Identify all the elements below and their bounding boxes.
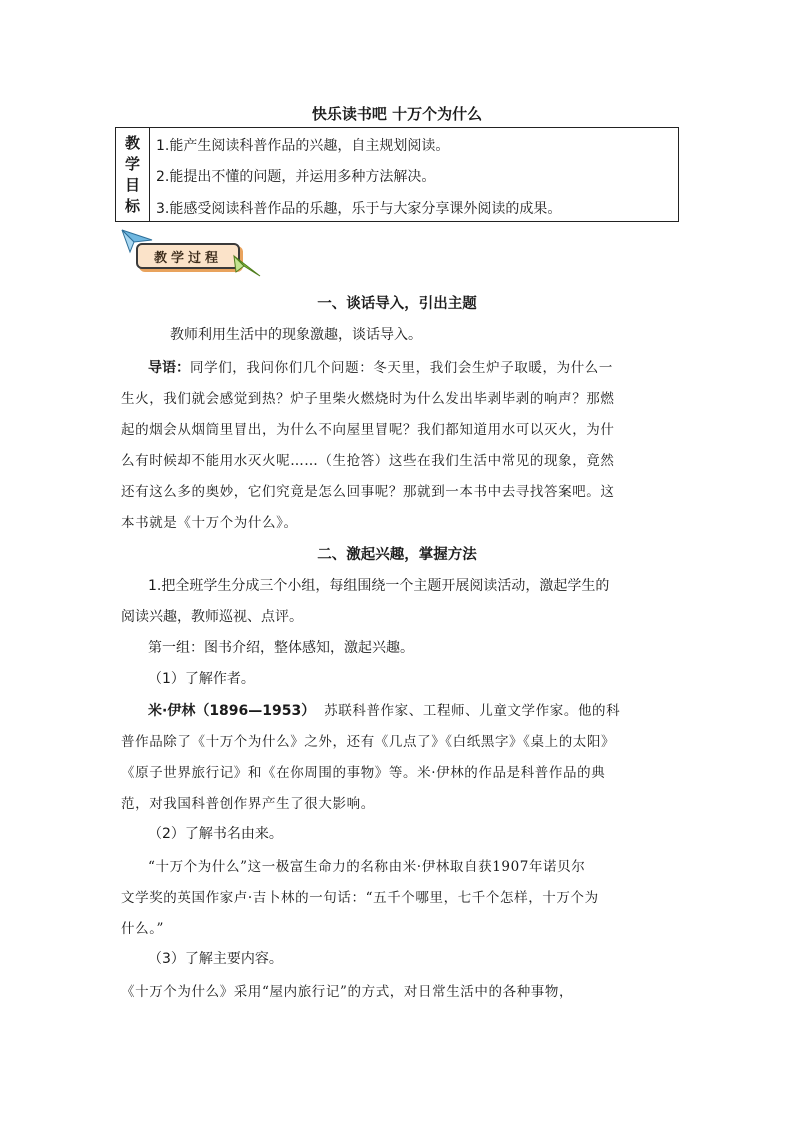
goals-label-char: 学 [124,154,140,173]
author-intro-line-3: 《原子世界旅行记》和《在你周围的事物》等。米·伊林的作品是科普作品的典 [121,765,606,781]
main-content-line-1: 《十万个为什么》采用“屋内旅行记”的方式，对日常生活中的各种事物， [121,984,574,1000]
intro-speech-line-3: 起的烟会从烟筒里冒出，为什么不向屋里冒呢？我们都知道用水可以灭火，为什 [121,422,615,438]
goal-item-2: 2.能提出不懂的问题，并运用多种方法解决。 [156,169,436,185]
section1-intro: 教师利用生活中的现象激趣，谈话导入。 [170,327,422,343]
step-1-heading: （1）了解作者。 [148,671,255,687]
author-name: 米·伊林（1896—1953） [148,703,316,719]
author-intro-line-2: 普作品除了《十万个为什么》之外，还有《几点了》《白纸黑字》《桌上的太阳》 [121,734,616,750]
step-3-heading: （3）了解主要内容。 [148,951,283,967]
goals-label-char: 教 [124,133,140,152]
goals-label-char: 标 [124,196,140,215]
intro-speech-label: 导语： [148,360,190,376]
author-bio-text: 苏联科普作家、工程师、儿童文学作家。他的科 [324,703,621,719]
paper-plane-icon [232,250,262,278]
goal-item-1: 1.能产生阅读科普作品的兴趣，自主规划阅读。 [156,138,450,154]
title-origin-line-3: 什么。” [121,921,165,937]
group-1-heading: 第一组：图书介绍，整体感知，激起兴趣。 [148,640,414,656]
intro-speech-line-4: 么有时候却不能用水灭火呢……（生抢答）这些在我们生活中常见的现象，竟然 [121,453,615,469]
teaching-goals-table [115,127,679,222]
document-title: 快乐读书吧 十万个为什么 [311,105,483,123]
section-heading-1: 一、谈话导入，引出主题 [317,296,477,312]
title-origin-line-2: 文学奖的英国作家卢·吉卜林的一句话：“五千个哪里，七千个怎样，十万个为 [121,890,599,906]
intro-speech-line-5: 还有这么多的奥妙，它们究竟是怎么回事呢？那就到一本书中去寻找答案吧。这 [121,484,615,500]
teaching-process-label: 教学过程 [153,250,222,266]
teaching-goals-list [150,128,678,221]
section-heading-2: 二、激起兴趣，掌握方法 [317,547,477,563]
teaching-process-banner [120,228,260,280]
goals-label-char: 目 [124,175,140,194]
intro-speech-line-2: 生火，我们就会感觉到热？炉子里柴火燃烧时为什么发出毕剥毕剥的响声？那燃 [121,391,615,407]
teaching-process-label-box [136,243,240,269]
author-intro-line-1 [148,699,620,720]
goal-item-3: 3.能感受阅读科普作品的乐趣，乐于与大家分享课外阅读的成果。 [156,201,562,217]
activity-paragraph-line-2: 阅读兴趣，教师巡视、点评。 [121,609,303,625]
intro-speech-line-1 [148,356,613,377]
teaching-goals-label [116,128,150,221]
title-origin-line-1: “十万个为什么”这一极富生命力的名称由米·伊林取自获1907年诺贝尔 [148,859,586,875]
activity-paragraph-line-1: 1.把全班学生分成三个小组，每组围绕一个主题开展阅读活动，激起学生的 [148,578,610,594]
intro-speech-text: 同学们，我问你们几个问题：冬天里，我们会生炉子取暖，为什么一 [190,360,613,376]
author-intro-line-4: 范，对我国科普创作界产生了很大影响。 [121,796,375,812]
intro-speech-line-6: 本书就是《十万个为什么》。 [121,515,298,531]
step-2-heading: （2）了解书名由来。 [148,826,283,842]
